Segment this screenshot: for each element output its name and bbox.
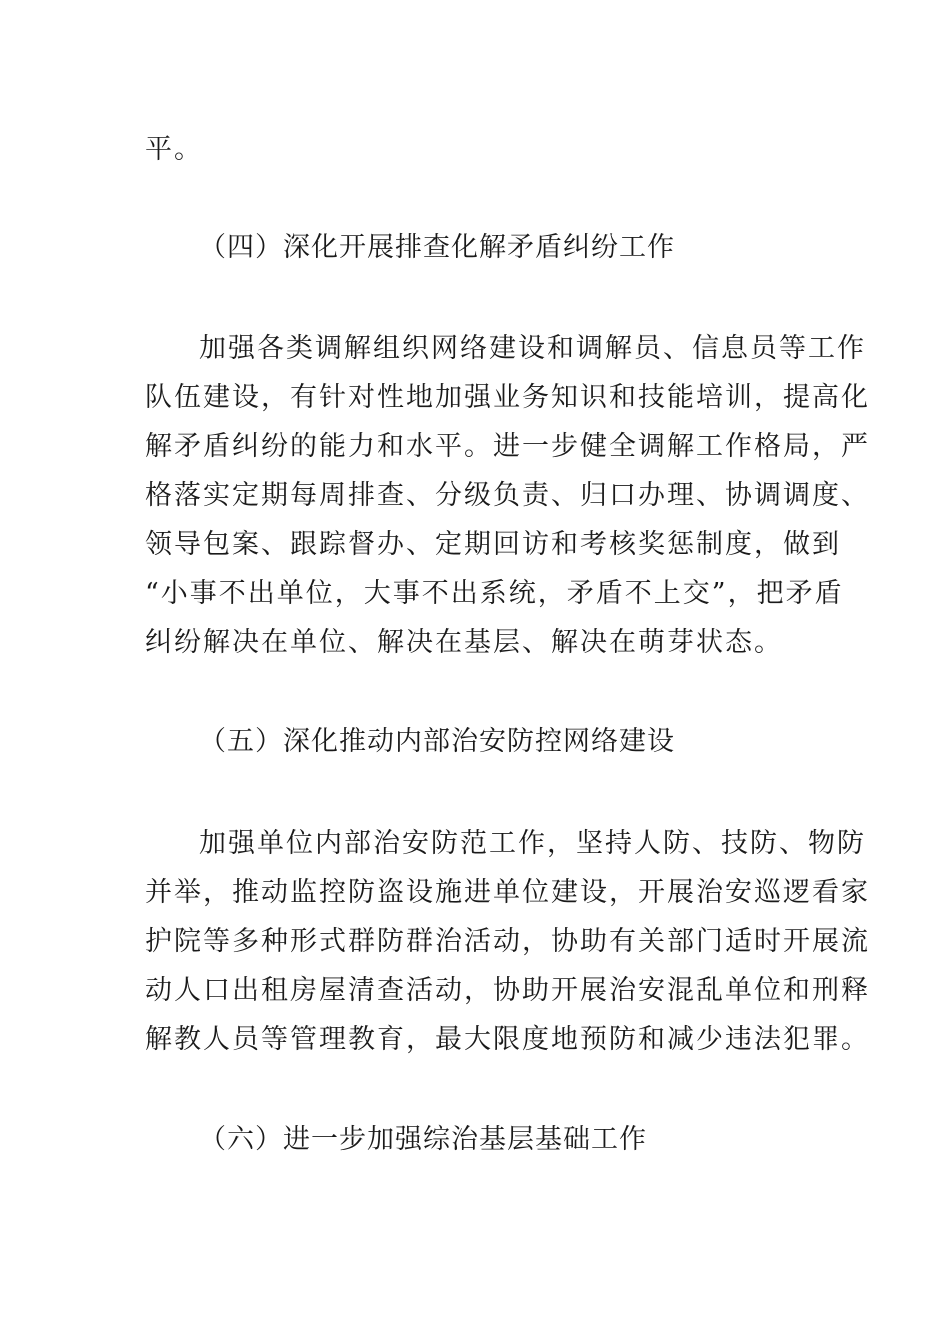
paragraph-line: 加强各类调解组织网络建设和调解员、信息员等工作 — [199, 333, 866, 364]
paragraph-line: 领导包案、跟踪督办、定期回访和考核奖惩制度，做到 — [145, 529, 841, 560]
paragraph-line: “小事不出单位，大事不出系统，矛盾不上交”，把矛盾 — [145, 578, 844, 609]
section-heading-6: （六）进一步加强综治基层基础工作 — [199, 1124, 647, 1155]
paragraph-line: 解矛盾纠纷的能力和水平。进一步健全调解工作格局，严 — [145, 431, 870, 462]
paragraph-line: 动人口出租房屋清查活动，协助开展治安混乱单位和刑释 — [145, 975, 870, 1006]
paragraph-line: 解教人员等管理教育，最大限度地预防和减少违法犯罪。 — [145, 1024, 870, 1055]
paragraph-line: 纠纷解决在单位、解决在基层、解决在萌芽状态。 — [145, 627, 783, 658]
continuation-text: 平。 — [145, 134, 203, 165]
section-heading-5: （五）深化推动内部治安防控网络建设 — [199, 726, 675, 757]
paragraph-line: 队伍建设，有针对性地加强业务知识和技能培训，提高化 — [145, 382, 870, 413]
paragraph-line: 并举，推动监控防盗设施进单位建设，开展治安巡逻看家 — [145, 877, 870, 908]
section-heading-4: （四）深化开展排查化解矛盾纠纷工作 — [199, 232, 675, 263]
paragraph-line: 格落实定期每周排查、分级负责、归口办理、协调调度、 — [145, 480, 870, 511]
paragraph-line: 护院等多种形式群防群治活动，协助有关部门适时开展流 — [145, 926, 870, 957]
paragraph-line: 加强单位内部治安防范工作，坚持人防、技防、物防 — [199, 828, 866, 859]
